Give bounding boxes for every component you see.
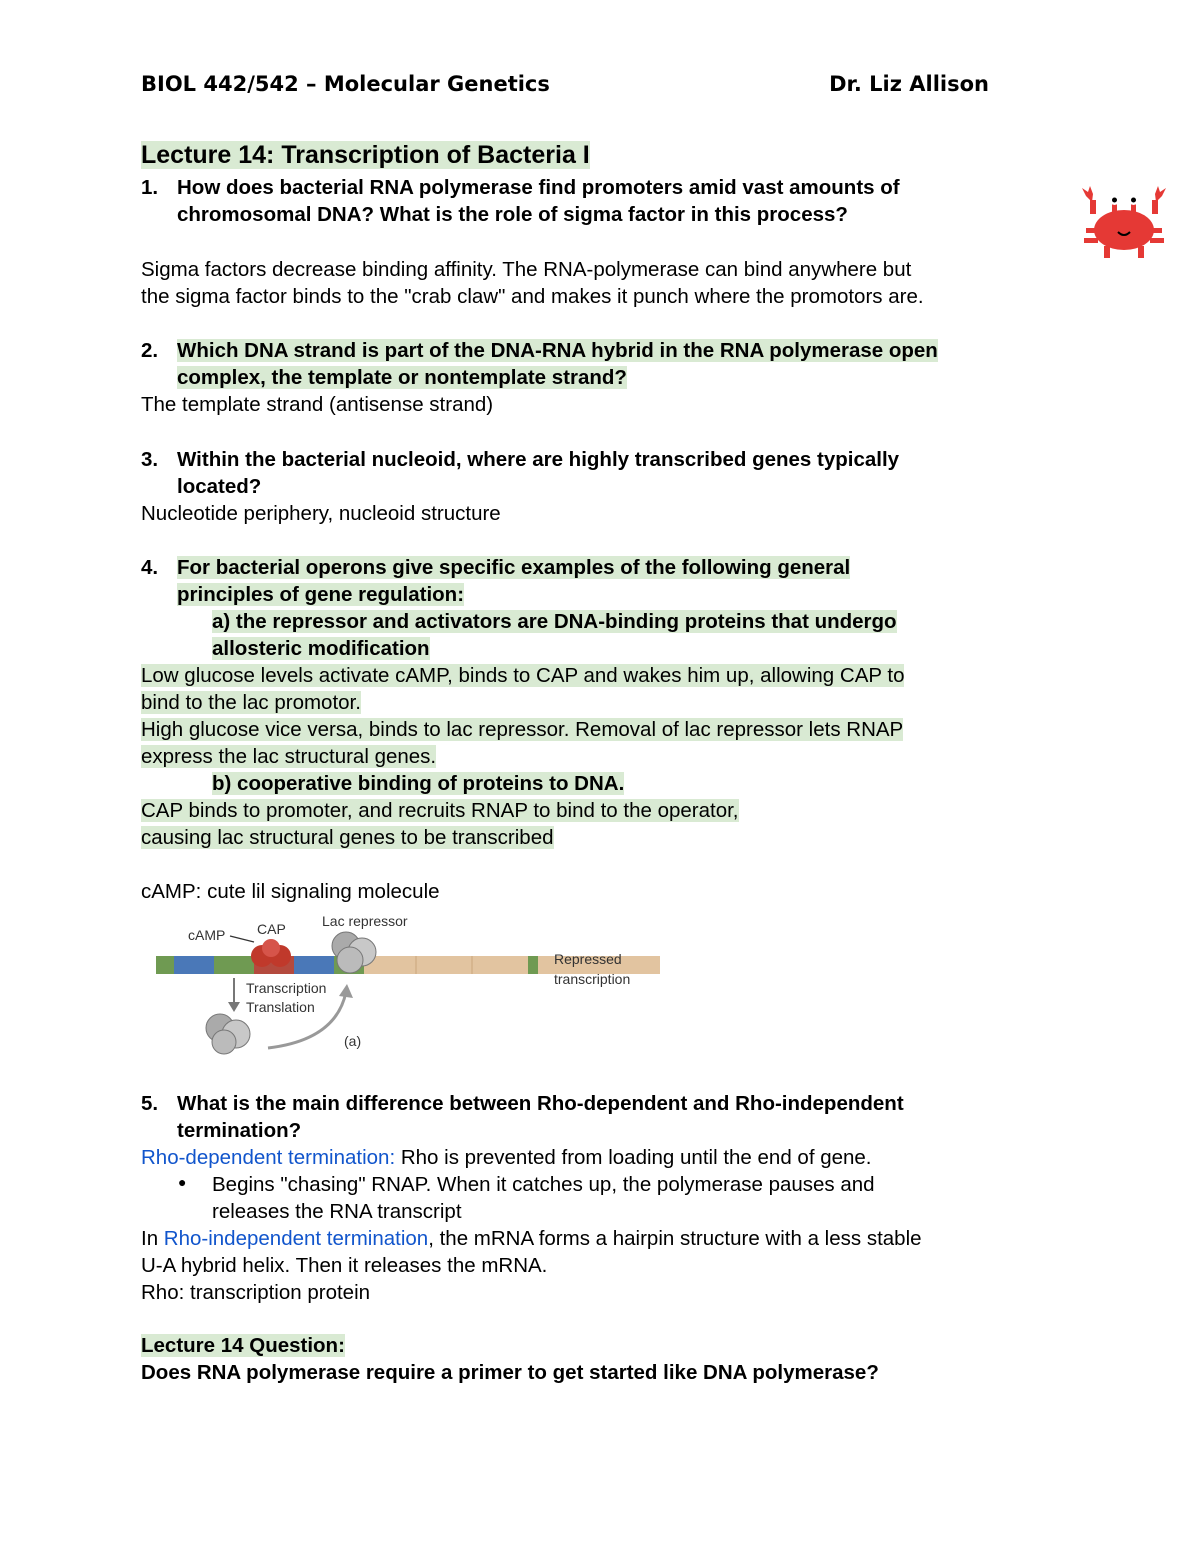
repressed-label-1: Repressed [554,951,622,967]
answer-1-line-1: Sigma factors decrease binding affinity. The RNA-polymerase can bind anywhere but [141,258,912,281]
question-3-line-1: Within the bacterial nucleoid, where are highly transcribed genes typically [177,448,900,471]
repressed-label-2: transcription [554,971,631,987]
rho-note: Rho: transcription protein [141,1281,371,1304]
dna-segment [156,956,174,974]
camp-label: cAMP [188,927,226,943]
cap-label: CAP [257,921,286,937]
question-5-line-2: termination? [177,1119,302,1142]
answer-2: The template strand (antisense strand) [141,393,494,416]
transcription-label: Transcription [246,980,327,996]
instructor-name: Dr. Liz Allison [829,72,989,96]
panel-label: (a) [344,1033,362,1049]
answer-4a-line-4: express the lac structural genes. [141,745,437,768]
question-5-line-1: What is the main difference between Rho-dependent and Rho-independent [177,1092,904,1115]
answer-5-line-3: U-A hybrid helix. Then it releases the mRNA. [141,1254,548,1277]
lecture-title: Lecture 14: Transcription of Bacteria I [141,141,590,169]
repressor-label: Lac repressor [322,913,408,929]
question-4b: b) cooperative binding of proteins to DNA. [212,772,625,795]
question-4a-line-1: a) the repressor and activators are DNA-binding proteins that undergo [212,610,897,633]
bullet-icon: ● [178,1174,187,1190]
question-2-line-2: complex, the template or nontemplate strand? [177,366,627,389]
question-4-line-2: principles of gene regulation: [177,583,465,606]
question-4a-line-2: allosteric modification [212,637,430,660]
question-3-line-2: located? [177,475,262,498]
crab-icon [1078,186,1170,260]
answer-1-line-2: the sigma factor binds to the "crab claw" and makes it punch where the promotors are. [141,285,924,308]
question-1-line-1: How does bacterial RNA polymerase find promoters amid vast amounts of [177,176,900,199]
dna-segment [214,956,254,974]
question-1-line-2: chromosomal DNA? What is the role of sigma factor in this process? [177,203,848,226]
dna-segment [294,956,334,974]
answer-4a-line-1: Low glucose levels activate cAMP, binds to CAP and wakes him up, allowing CAP to [141,664,905,687]
answer-5-bullet-line-2: releases the RNA transcript [212,1200,462,1223]
page-header [141,72,989,102]
question-number-5: 5. [141,1092,159,1115]
question-number-4: 4. [141,556,159,579]
answer-3: Nucleotide periphery, nucleoid structure [141,502,501,525]
course-title: BIOL 442/542 – Molecular Genetics [141,72,550,96]
question-number-3: 3. [141,448,159,471]
translation-label: Translation [246,999,315,1015]
rho-independent-term: Rho-independent termination [163,1227,429,1250]
answer-4b-line-1: CAP binds to promoter, and recruits RNAP to bind to the operator, [141,799,739,822]
rho-dependent-term: Rho-dependent termination: [141,1146,396,1169]
answer-4a-line-3: High glucose vice versa, binds to lac repressor. Removal of lac repressor lets RNAP [141,718,904,741]
question-number-1: 1. [141,176,159,199]
answer-5-line-2: In Rho-independent termination, the mRNA forms a hairpin structure with a less stable [141,1227,922,1250]
answer-4a-line-2: bind to the lac promotor. [141,691,361,714]
dna-segment [528,956,538,974]
answer-5-line-1: Rho-dependent termination: Rho is prevented from loading until the end of gene. [141,1146,872,1169]
answer-4b-line-2: causing lac structural genes to be transcribed [141,826,554,849]
camp-note: cAMP: cute lil signaling molecule [141,880,440,903]
answer-5-bullet-line-1: Begins "chasing" RNAP. When it catches up, the polymerase pauses and [212,1173,875,1196]
lac-operon-figure [150,908,660,1060]
question-2-line-1: Which DNA strand is part of the DNA-RNA hybrid in the RNA polymerase open [177,339,938,362]
question-4-line-1: For bacterial operons give specific examples of the following general [177,556,851,579]
dna-segment [174,956,214,974]
lecture-question-text: Does RNA polymerase require a primer to get started like DNA polymerase? [141,1361,879,1384]
lecture-question-label: Lecture 14 Question: [141,1334,345,1357]
question-number-2: 2. [141,339,159,362]
